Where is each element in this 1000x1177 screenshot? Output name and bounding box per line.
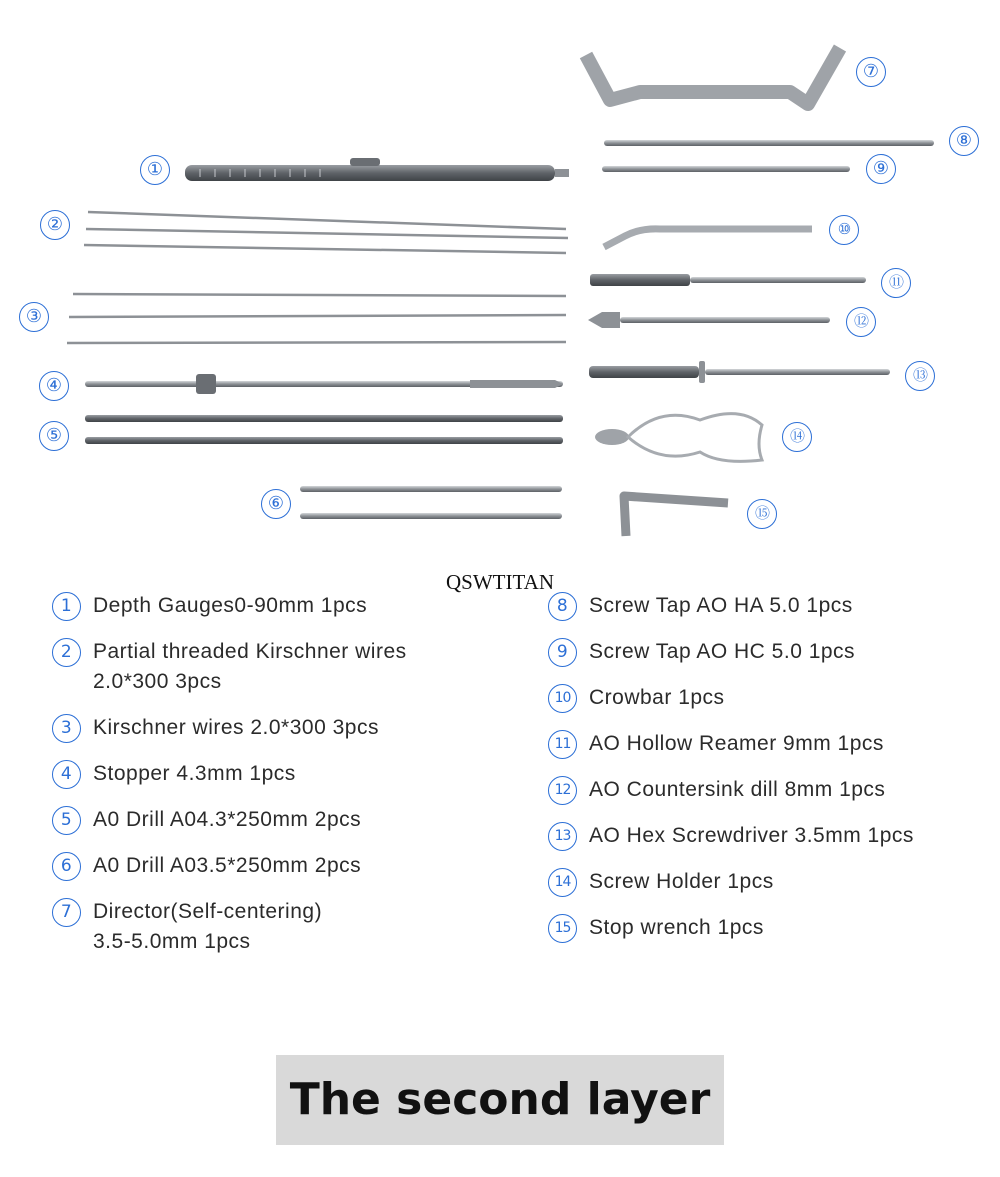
legend-number-badge: 4 bbox=[52, 760, 81, 789]
brand-watermark: QSWTITAN bbox=[446, 570, 554, 594]
callout-badge-3: ③ bbox=[19, 302, 49, 332]
screw-tap-hc-image bbox=[602, 166, 850, 172]
legend-item-text: Partial threaded Kirschner wires bbox=[93, 640, 407, 663]
instrument-photo bbox=[0, 0, 1000, 560]
stopper-image bbox=[85, 374, 563, 394]
legend-item-text: 3.5-5.0mm 1pcs bbox=[93, 930, 251, 953]
threaded-kwires-image bbox=[84, 212, 568, 253]
legend-item-text: Screw Tap AO HA 5.0 1pcs bbox=[589, 594, 853, 617]
depth-gauge-image bbox=[185, 158, 569, 181]
legend-item-text: Kirschner wires 2.0*300 3pcs bbox=[93, 716, 379, 739]
screw-holder-image bbox=[595, 414, 762, 462]
legend-number-badge: 11 bbox=[548, 730, 577, 759]
callout-badge-2: ② bbox=[40, 210, 70, 240]
callout-badge-11: ⑪ bbox=[881, 268, 911, 298]
callout-badge-9: ⑨ bbox=[866, 154, 896, 184]
legend-right-column bbox=[548, 591, 988, 943]
legend-item-text: A0 Drill A04.3*250mm 2pcs bbox=[93, 808, 362, 831]
kwires-image bbox=[67, 294, 566, 343]
legend-number-badge: 10 bbox=[548, 684, 577, 713]
drill-43-image bbox=[85, 415, 563, 444]
legend-item bbox=[548, 913, 988, 943]
screw-tap-ha-image bbox=[604, 140, 934, 146]
legend-item-text: AO Countersink dill 8mm 1pcs bbox=[589, 778, 886, 801]
legend-item bbox=[52, 897, 522, 957]
legend-number-badge: 5 bbox=[52, 806, 81, 835]
crowbar-image bbox=[604, 229, 812, 247]
countersink-image bbox=[588, 312, 830, 328]
legend-item-text: Screw Tap AO HC 5.0 1pcs bbox=[589, 640, 856, 663]
legend-number-badge: 15 bbox=[548, 914, 577, 943]
callout-badge-12: ⑫ bbox=[846, 307, 876, 337]
layer-title-banner: The second layer bbox=[276, 1055, 724, 1145]
legend-item-text: Director(Self-centering) bbox=[93, 900, 323, 923]
legend-item-text: AO Hex Screwdriver 3.5mm 1pcs bbox=[589, 824, 914, 847]
legend-number-badge: 2 bbox=[52, 638, 81, 667]
legend-number-badge: 13 bbox=[548, 822, 577, 851]
legend-number-badge: 7 bbox=[52, 898, 81, 927]
legend-item-text: A0 Drill A03.5*250mm 2pcs bbox=[93, 854, 362, 877]
legend-item bbox=[52, 637, 522, 697]
callout-badge-4: ④ bbox=[39, 371, 69, 401]
drill-35-image bbox=[300, 486, 562, 519]
callout-badge-15: ⑮ bbox=[747, 499, 777, 529]
callout-badge-14: ⑭ bbox=[782, 422, 812, 452]
callout-badge-7: ⑦ bbox=[856, 57, 886, 87]
legend-item-text: Stopper 4.3mm 1pcs bbox=[93, 762, 296, 785]
legend-item bbox=[548, 867, 988, 897]
legend-number-badge: 3 bbox=[52, 714, 81, 743]
hollow-reamer-image bbox=[590, 274, 866, 286]
legend-item bbox=[548, 591, 988, 621]
legend-item-text: Screw Holder 1pcs bbox=[589, 870, 774, 893]
legend-number-badge: 8 bbox=[548, 592, 577, 621]
legend-item-text: AO Hollow Reamer 9mm 1pcs bbox=[589, 732, 884, 755]
legend-item-text: Depth Gauges0-90mm 1pcs bbox=[93, 594, 368, 617]
legend-item-text: Stop wrench 1pcs bbox=[589, 916, 764, 939]
legend-number-badge: 1 bbox=[52, 592, 81, 621]
legend-item-text: 2.0*300 3pcs bbox=[93, 670, 222, 693]
legend-number-badge: 14 bbox=[548, 868, 577, 897]
legend-item bbox=[52, 851, 522, 881]
legend-item bbox=[548, 775, 988, 805]
legend-number-badge: 12 bbox=[548, 776, 577, 805]
callout-badge-8: ⑧ bbox=[949, 126, 979, 156]
legend-item bbox=[548, 637, 988, 667]
legend-item bbox=[52, 759, 522, 789]
legend-item bbox=[52, 805, 522, 835]
legend-item bbox=[52, 713, 522, 743]
legend-left-column bbox=[52, 591, 522, 957]
legend-item-text: Crowbar 1pcs bbox=[589, 686, 725, 709]
legend-item bbox=[52, 591, 522, 621]
callout-badge-5: ⑤ bbox=[39, 421, 69, 451]
callout-badge-1: ① bbox=[140, 155, 170, 185]
legend-item bbox=[548, 821, 988, 851]
legend-item bbox=[548, 683, 988, 713]
legend-number-badge: 6 bbox=[52, 852, 81, 881]
legend-item bbox=[548, 729, 988, 759]
stop-wrench-image bbox=[624, 496, 728, 536]
callout-badge-13: ⑬ bbox=[905, 361, 935, 391]
legend-number-badge: 9 bbox=[548, 638, 577, 667]
director-image bbox=[586, 48, 840, 104]
callout-badge-10: ⑩ bbox=[829, 215, 859, 245]
callout-badge-6: ⑥ bbox=[261, 489, 291, 519]
hex-screwdriver-image bbox=[589, 361, 890, 383]
instrument-illustration bbox=[0, 0, 1000, 560]
